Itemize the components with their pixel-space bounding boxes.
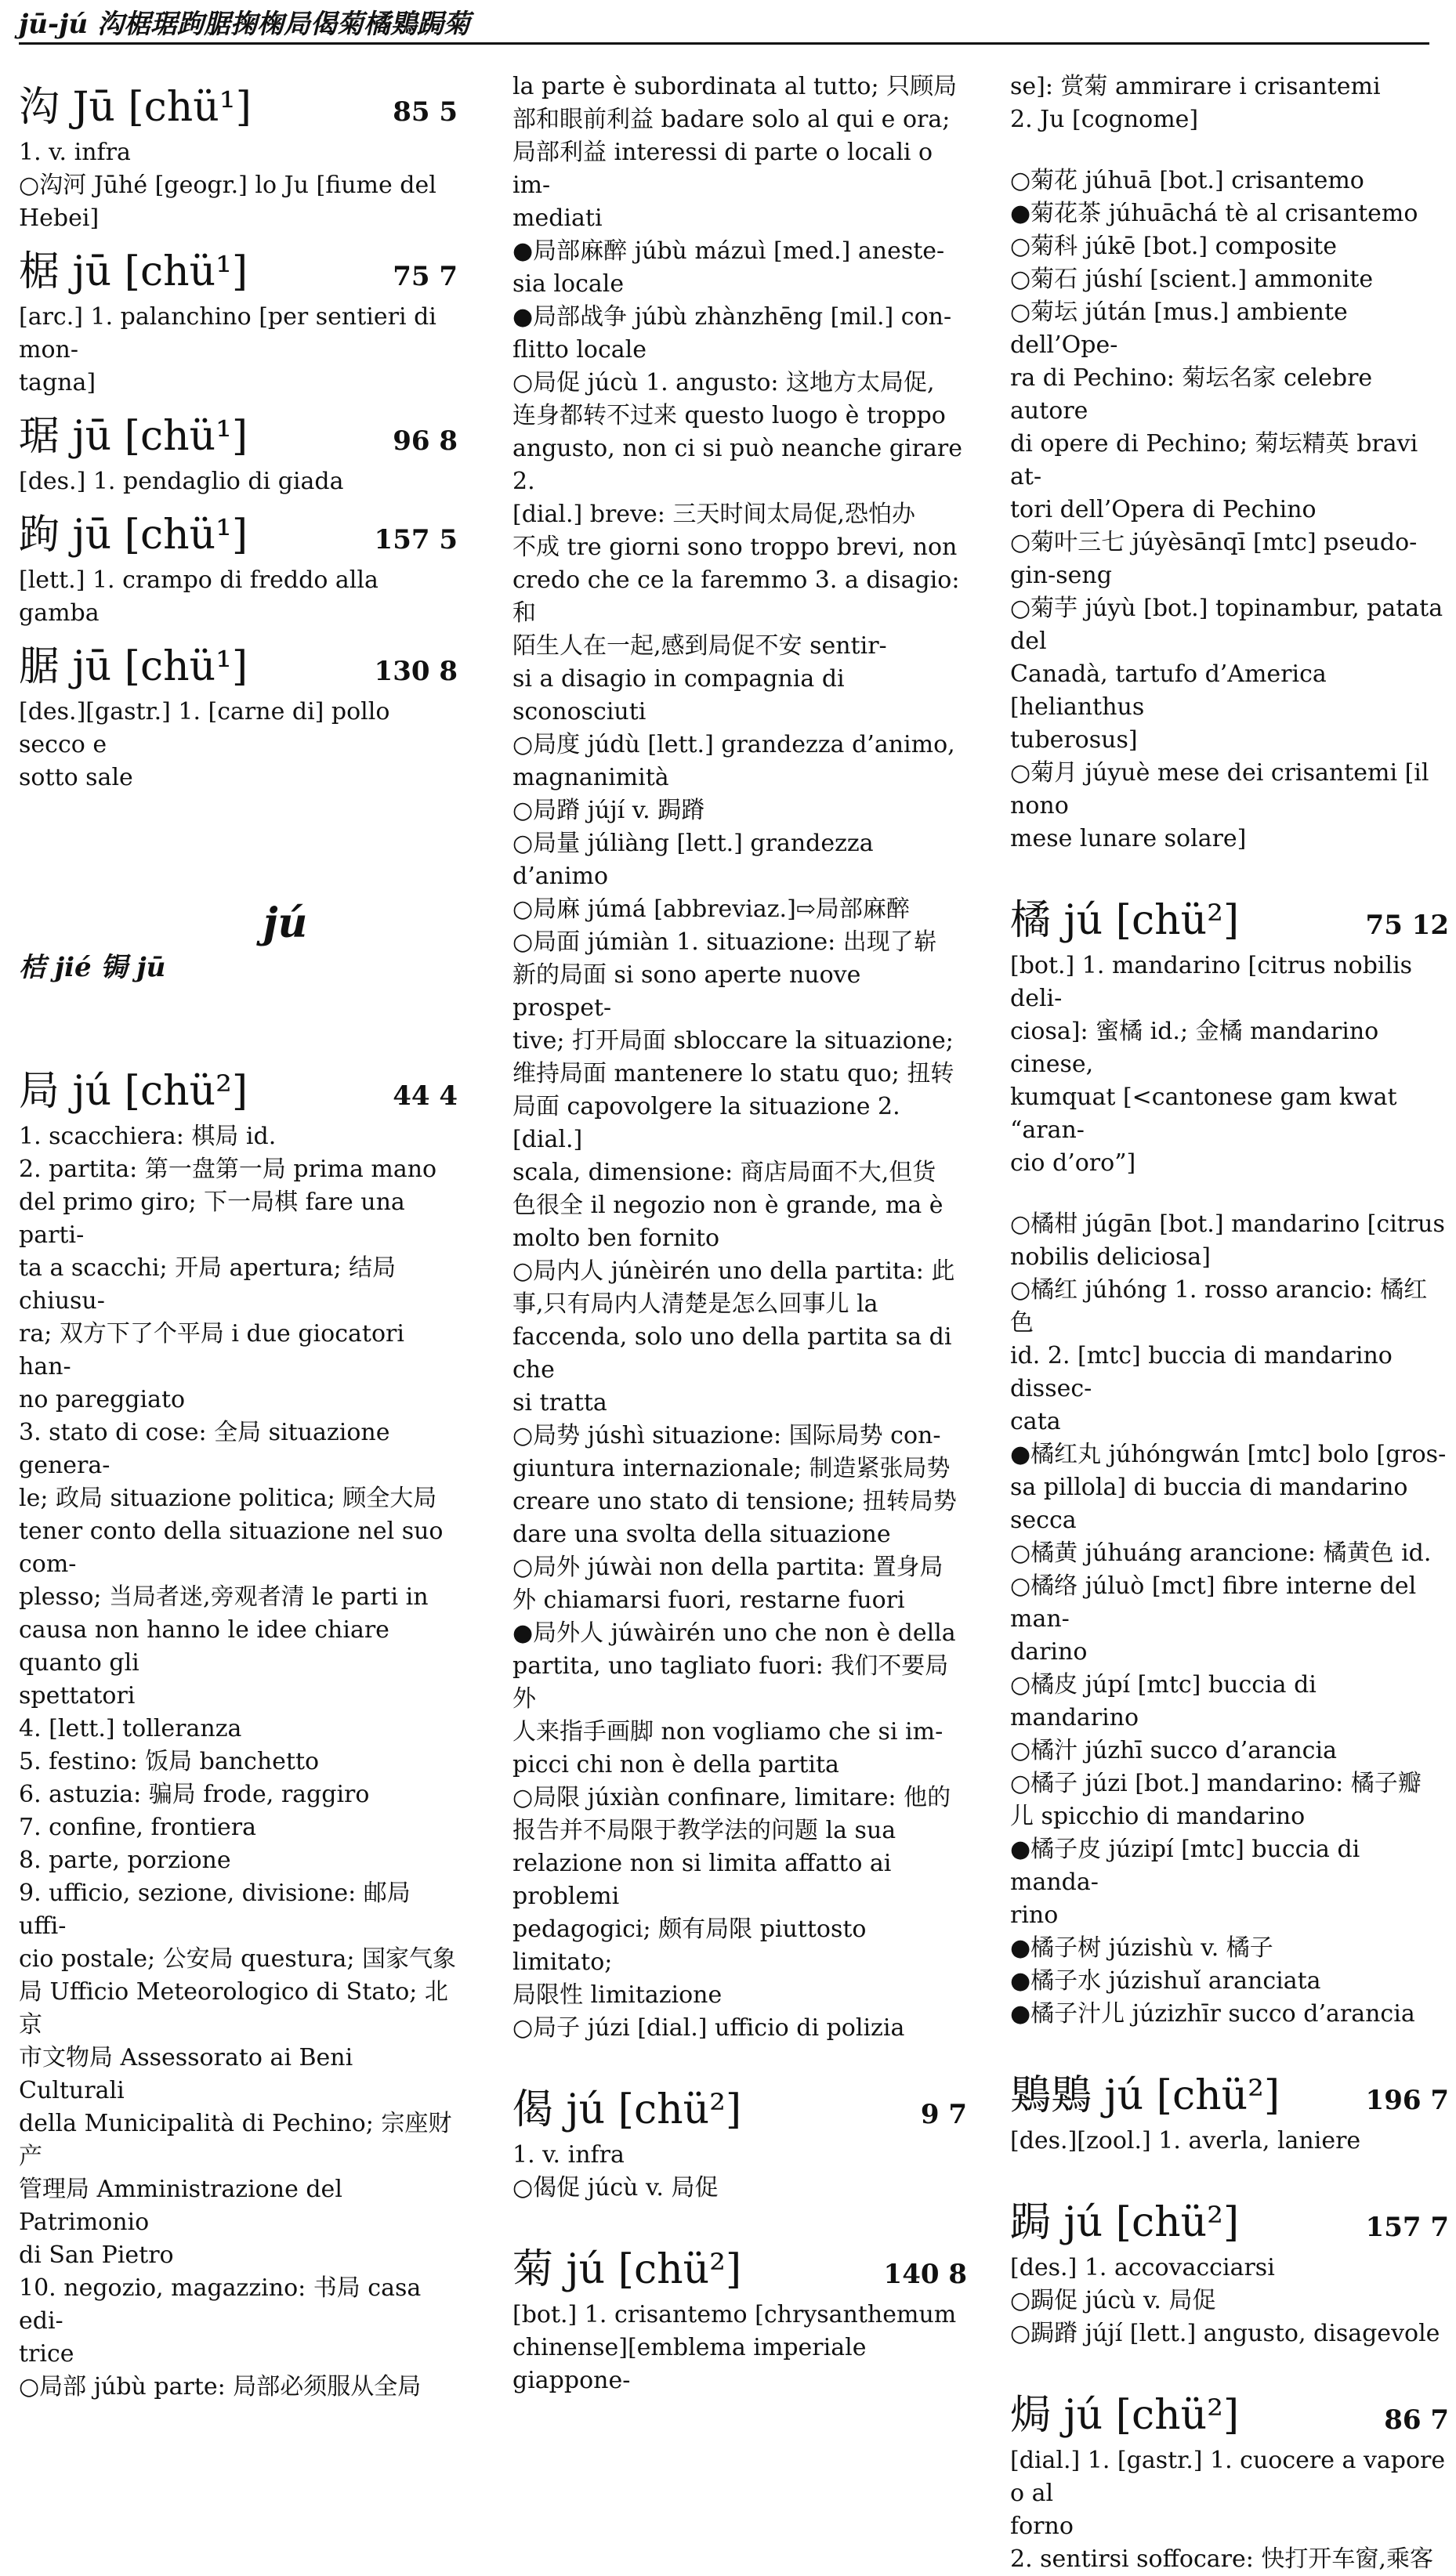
radical-code: 157 5: [374, 524, 458, 555]
entry-headword: [19, 509, 458, 561]
entry-line: angusto, non ci si può neanche girare 2.: [512, 435, 962, 495]
radical-code: 96 8: [393, 425, 458, 457]
entry-line: cio postale; 公安局 questura; 国家气象: [19, 1945, 457, 1973]
entry-line: ○菊月 júyuè mese dei crisantemi [il nono: [1010, 759, 1429, 819]
column-2: [512, 71, 967, 2394]
entry-line: 10. negozio, magazzino: 书局 casa edi-: [19, 2274, 422, 2335]
entry-line: ○跼蹐 jújí [lett.] angusto, disagevole: [1010, 2320, 1440, 2347]
columns: [19, 71, 1449, 2573]
entry-line: 2. sentirsi soffocare: 快打开车窗,乘客: [1010, 2545, 1433, 2573]
entry-line: 新的局面 si sono aperte nuove prospet-: [512, 961, 861, 1022]
entry-line: forno: [1010, 2513, 1074, 2540]
entry-line: 8. parte, porzione: [19, 1847, 231, 1874]
entry-line: ○菊坛 jútán [mus.] ambiente dell’Ope-: [1010, 298, 1348, 359]
entry-line: ●橘子水 júzishuǐ aranciata: [1010, 1967, 1321, 1995]
entry-line: del primo giro; 下一局棋 fare una parti-: [19, 1189, 405, 1249]
entry-line: 9. ufficio, sezione, divisione: 邮局 uffi-: [19, 1880, 411, 1940]
entry-line: 2. Ju [cognome]: [1010, 106, 1199, 133]
entry-line: molto ben fornito: [512, 1225, 720, 1252]
headword-text: 局 jú [chü²]: [19, 1068, 248, 1115]
entry-line: darino: [1010, 1638, 1088, 1666]
entry-line: [bot.] 1. mandarino [citrus nobilis deli-: [1010, 952, 1413, 1012]
entry-headword: [1010, 2197, 1449, 2249]
entry-line: ○橘络 júluò [mct] fibre interne del man-: [1010, 1572, 1417, 1633]
entry-line: ○局麻 júmá [abbreviaz.]⇨局部麻醉: [512, 895, 910, 923]
entry-line: magnanimità: [512, 764, 669, 791]
entry-line: ●局部麻醉 júbù mázuì [med.] aneste-: [512, 237, 945, 265]
entry-line: ra di Pechino: 菊坛名家 celebre autore: [1010, 364, 1373, 425]
entry-line: ○局蹐 jújí v. 跼蹐: [512, 797, 705, 824]
radical-code: 130 8: [374, 656, 458, 687]
entry-line: mediati: [512, 204, 603, 232]
entry-line: ○橘皮 júpí [mtc] buccia di mandarino: [1010, 1671, 1317, 1731]
entry-line: ○跼促 júcù v. 局促: [1010, 2287, 1216, 2314]
entry-line: ○橘柑 júgān [bot.] mandarino [citrus: [1010, 1210, 1445, 1238]
entry-line: 儿 spicchio di mandarino: [1010, 1803, 1306, 1830]
entry-headword: [1010, 2070, 1449, 2122]
entry-line: giuntura internazionale; 制造紧张局势: [512, 1455, 951, 1482]
spacer: [1010, 2031, 1449, 2059]
entry-line: Canadà, tartufo d’America [helianthus: [1010, 660, 1327, 721]
headword-text: 鶪鶪 jú [chü²]: [1010, 2072, 1280, 2119]
entry-headword: [19, 1065, 458, 1117]
headword-text: 偈 jú [chü²]: [512, 2086, 742, 2133]
entry-line: 5. festino: 饭局 banchetto: [19, 1748, 320, 1775]
entry-line: ○局子 júzi [dial.] ufficio di polizia: [512, 2014, 905, 2042]
entry-line: ●橘子树 júzishù v. 橘子: [1010, 1934, 1273, 1962]
entry-line: [dial.] 1. [gastr.] 1. cuocere a vapore o al: [1010, 2447, 1446, 2507]
entry-line: ○橘红 júhóng 1. rosso arancio: 橘红色: [1010, 1276, 1428, 1337]
entry-line: 2. partita: 第一盘第一局 prima mano: [19, 1156, 437, 1183]
entry-line: kumquat [<cantonese gam kwat “aran-: [1010, 1084, 1397, 1144]
radical-code: 140 8: [883, 2259, 967, 2290]
radical-code: 157 7: [1365, 2212, 1449, 2243]
entry-headword: [19, 81, 458, 133]
radical-code: 75 12: [1365, 910, 1449, 941]
entry-line: si a disagio in compagnia di sconosciuti: [512, 665, 845, 725]
entry-line: Hebei]: [19, 204, 100, 232]
entry-line: 连身都转不过来 questo luogo è troppo: [512, 402, 946, 429]
radical-code: 85 5: [393, 96, 458, 128]
entry-line: ta a scacchi; 开局 apertura; 结局 chiusu-: [19, 1254, 397, 1315]
entry-line: [bot.] 1. crisantemo [chrysanthemum: [512, 2301, 957, 2328]
entry-line: [arc.] 1. palanchino [per sentieri di mon-: [19, 303, 436, 364]
entry-line: ○菊石 júshí [scient.] ammonite: [1010, 266, 1374, 293]
entry-line: ○橘子 júzi [bot.] mandarino: 橘子瓣: [1010, 1770, 1422, 1797]
entry-line: ●局部战争 júbù zhànzhēng [mil.] con-: [512, 303, 952, 331]
entry-line: 色很全 il negozio non è grande, ma è: [512, 1192, 944, 1219]
entry-line: ●局外人 júwàirén uno che non è della: [512, 1619, 956, 1647]
entry-line: relazione non si limita affatto ai problemi: [512, 1850, 892, 1910]
entry-headword: [19, 411, 458, 462]
entry-line: ○局内人 júnèirén uno della partita: 此: [512, 1257, 955, 1285]
entry-line: della Municipalità di Pechino; 宗座财产: [19, 2110, 452, 2170]
entry-line: trice: [19, 2340, 74, 2368]
entry-line: 1. v. infra: [512, 2141, 625, 2169]
spacer: [19, 794, 458, 865]
headword-text: 腒 jū [chü¹]: [19, 643, 248, 690]
entry-line: di opere di Pechino; 菊坛精英 bravi at-: [1010, 430, 1418, 490]
entry-line: flitto locale: [512, 336, 647, 364]
entry-line: rino: [1010, 1901, 1059, 1929]
entry-line: [dial.] breve: 三天时间太局促,恐怕办: [512, 501, 915, 528]
entry-line: ●橘红丸 júhóngwán [mtc] bolo [gros-: [1010, 1441, 1447, 1468]
entry-line: di San Pietro: [19, 2241, 174, 2269]
entry-line: tagna]: [19, 369, 96, 396]
entry-line: ●菊花茶 júhuāchá tè al crisantemo: [1010, 200, 1418, 227]
headword-text: 菊 jú [chü²]: [512, 2246, 742, 2293]
entry-line: 6. astuzia: 骗局 frode, raggiro: [19, 1781, 370, 1808]
entry-line: 部和眼前利益 badare solo al qui e ora;: [512, 106, 951, 133]
entry-line: ○菊芋 júyù [bot.] topinambur, patata del: [1010, 595, 1443, 655]
page-header: jū-jú 沟椐琚跔腒掬椈局偈菊橘鶪跼菊: [19, 6, 1429, 45]
entry-line: cio d’oro”]: [1010, 1149, 1136, 1177]
entry-line: sia locale: [512, 270, 625, 298]
radical-code: 75 7: [393, 261, 458, 292]
entry-line: partita, uno tagliato fuori: 我们不要局外: [512, 1652, 949, 1713]
entry-line: [des.][zool.] 1. averla, laniere: [1010, 2127, 1361, 2155]
entry-line: ○偈促 júcù v. 局促: [512, 2174, 719, 2202]
entry-line: [lett.] 1. crampo di freddo alla gamba: [19, 566, 378, 627]
entry-line: 局面 capovolgere la situazione 2. [dial.]: [512, 1093, 900, 1153]
radical-code: 86 7: [1384, 2404, 1449, 2436]
entry-line: ●橘子皮 júzipí [mtc] buccia di manda-: [1010, 1836, 1360, 1896]
entry-line: tive; 打开局面 sbloccare la situazione;: [512, 1027, 954, 1055]
entry-headword: [512, 2084, 967, 2136]
entry-line: ○橘汁 júzhī succo d’arancia: [1010, 1737, 1337, 1764]
entry-headword: [19, 246, 458, 298]
entry-line: si tratta: [512, 1389, 607, 1416]
entry-line: [des.] 1. accovacciarsi: [1010, 2254, 1275, 2281]
headword-text: 沟 Jū [chü¹]: [19, 84, 252, 131]
entry-line: ○局促 júcù 1. angusto: 这地方太局促,: [512, 369, 935, 396]
entry-line: tener conto della situazione nel suo com-: [19, 1518, 444, 1578]
entry-headword: [1010, 895, 1449, 946]
column-3: [1010, 71, 1449, 2573]
entry-line: [des.][gastr.] 1. [carne di] pollo secco e: [19, 698, 390, 758]
entry-line: plesso; 当局者迷,旁观者清 le parti in: [19, 1583, 429, 1611]
entry-line: causa non hanno le idee chiare quanto gli: [19, 1616, 389, 1677]
column-1: [19, 71, 458, 2401]
entry-line: le; 政局 situazione politica; 顾全大局: [19, 1485, 437, 1512]
headword-text: 跼 jú [chü²]: [1010, 2199, 1240, 2246]
spacer: [1010, 856, 1449, 884]
entry-line: ○菊叶三七 júyèsānqī [mtc] pseudo-: [1010, 529, 1418, 556]
entry-line: 1. scacchiera: 棋局 id.: [19, 1123, 277, 1150]
entry-headword: [19, 641, 458, 693]
entry-line: picci chi non è della partita: [512, 1751, 839, 1778]
entry-line: scala, dimensione: 商店局面不大,但货: [512, 1159, 936, 1186]
entry-line: dare una svolta della situazione: [512, 1521, 891, 1548]
entry-line: faccenda, solo uno della partita sa di che: [512, 1323, 952, 1384]
headword-text: 橘 jú [chü²]: [1010, 897, 1240, 944]
entry-line: tuberosus]: [1010, 726, 1138, 754]
entry-line: ○局度 júdù [lett.] grandezza d’animo,: [512, 731, 955, 758]
entry-line: gin-seng: [1010, 562, 1112, 589]
entry-line: ○局量 júliàng [lett.] grandezza d’animo: [512, 830, 874, 890]
entry-line: ○局面 júmiàn 1. situazione: 出现了崭: [512, 928, 937, 956]
radical-code: 44 4: [393, 1080, 458, 1112]
radical-code: 9 7: [920, 2099, 967, 2130]
entry-line: 陌生人在一起,感到局促不安 sentir-: [512, 632, 887, 660]
spacer: [512, 2205, 967, 2233]
entry-headword: [1010, 2390, 1449, 2441]
section-title: jú: [263, 899, 308, 947]
spacer: [19, 984, 458, 1055]
entry-line: 3. stato di cose: 全局 situazione genera-: [19, 1419, 390, 1479]
entry-line: creare uno stato di tensione; 扭转局势: [512, 1488, 957, 1515]
radical-code: 196 7: [1365, 2085, 1449, 2116]
entry-line: ●橘子汁儿 júzizhīr succo d’arancia: [1010, 2000, 1415, 2028]
entry-line: 管理局 Amministrazione del Patrimonio: [19, 2176, 342, 2236]
entry-line: ra; 双方下了个平局 i due giocatori han-: [19, 1320, 404, 1380]
entry-line: la parte è subordinata al tutto; 只顾局: [512, 73, 958, 100]
entry-line: ○菊花 júhuā [bot.] crisantemo: [1010, 167, 1364, 194]
entry-line: 市文物局 Assessorato ai Beni Culturali: [19, 2044, 353, 2104]
cross-reference: 桔 jié 锔 jū: [19, 952, 166, 983]
entry-line: ○局限 júxiàn confinare, limitare: 他的: [512, 1784, 951, 1811]
entry-line: cata: [1010, 1408, 1061, 1435]
entry-line: 报告并不局限于教学法的问题 la sua: [512, 1817, 896, 1844]
entry-line: ○局外 júwài non della partita: 置身局: [512, 1554, 944, 1581]
entry-line: tori dell’Opera di Pechino: [1010, 496, 1317, 523]
entry-line: ○沟河 Jūhé [geogr.] lo Ju [fiume del: [19, 172, 436, 199]
headword-text: 焗 jú [chü²]: [1010, 2392, 1240, 2439]
entry-line: ciosa]: 蜜橘 id.; 金橘 mandarino cinese,: [1010, 1018, 1379, 1078]
entry-line: [des.] 1. pendaglio di giada: [19, 468, 344, 495]
entry-line: 局 Ufficio Meteorologico di Stato; 北京: [19, 1978, 448, 2039]
spacer: [1010, 2158, 1449, 2186]
entry-line: 人来指手画脚 non vogliamo che si im-: [512, 1718, 944, 1746]
entry-line: mese lunare solare]: [1010, 825, 1247, 852]
entry-line: no pareggiato: [19, 1386, 186, 1413]
entry-line: 局部利益 interessi di parte o locali o im-: [512, 139, 933, 199]
headword-text: 椐 jū [chü¹]: [19, 248, 248, 295]
entry-line: chinense][emblema imperiale giappone-: [512, 2334, 867, 2394]
entry-line: ○局势 júshì situazione: 国际局势 con-: [512, 1422, 941, 1449]
entry-line: 7. confine, frontiera: [19, 1814, 256, 1841]
entry-line: sotto sale: [19, 764, 133, 791]
entry-line: sa pillola] di buccia di mandarino secca: [1010, 1474, 1408, 1534]
entry-headword: [512, 2244, 967, 2296]
entry-line: 不成 tre giorni sono troppo brevi, non: [512, 534, 958, 561]
entry-line: 1. v. infra: [19, 139, 131, 166]
spacer: [1010, 136, 1449, 165]
spacer: [512, 2045, 967, 2073]
entry-line: 外 chiamarsi fuori, restarne fuori: [512, 1586, 905, 1614]
entry-line: 4. [lett.] tolleranza: [19, 1715, 242, 1742]
headword-text: 跔 jū [chü¹]: [19, 512, 248, 559]
entry-line: ○菊科 júkē [bot.] composite: [1010, 233, 1337, 260]
entry-line: ○橘黄 júhuáng arancione: 橘黄色 id.: [1010, 1539, 1432, 1567]
entry-line: nobilis deliciosa]: [1010, 1243, 1211, 1271]
entry-line: 局限性 limitazione: [512, 1981, 723, 2009]
entry-line: pedagogici; 颇有局限 piuttosto limitato;: [512, 1916, 867, 1976]
entry-line: se]: 赏菊 ammirare i crisantemi: [1010, 73, 1381, 100]
entry-line: ○局部 júbù parte: 局部必须服从全局: [19, 2373, 422, 2401]
entry-line: 维持局面 mantenere lo statu quo; 扭转: [512, 1060, 954, 1087]
headword-text: 琚 jū [chü¹]: [19, 413, 248, 460]
spacer: [1010, 2350, 1449, 2379]
spacer: [1010, 1180, 1449, 1208]
entry-line: spettatori: [19, 1682, 136, 1709]
entry-line: id. 2. [mtc] buccia di mandarino dissec-: [1010, 1342, 1393, 1402]
entry-line: 事,只有局内人清楚是怎么回事儿 la: [512, 1290, 878, 1318]
entry-line: credo che ce la faremmo 3. a disagio: 和: [512, 566, 960, 627]
